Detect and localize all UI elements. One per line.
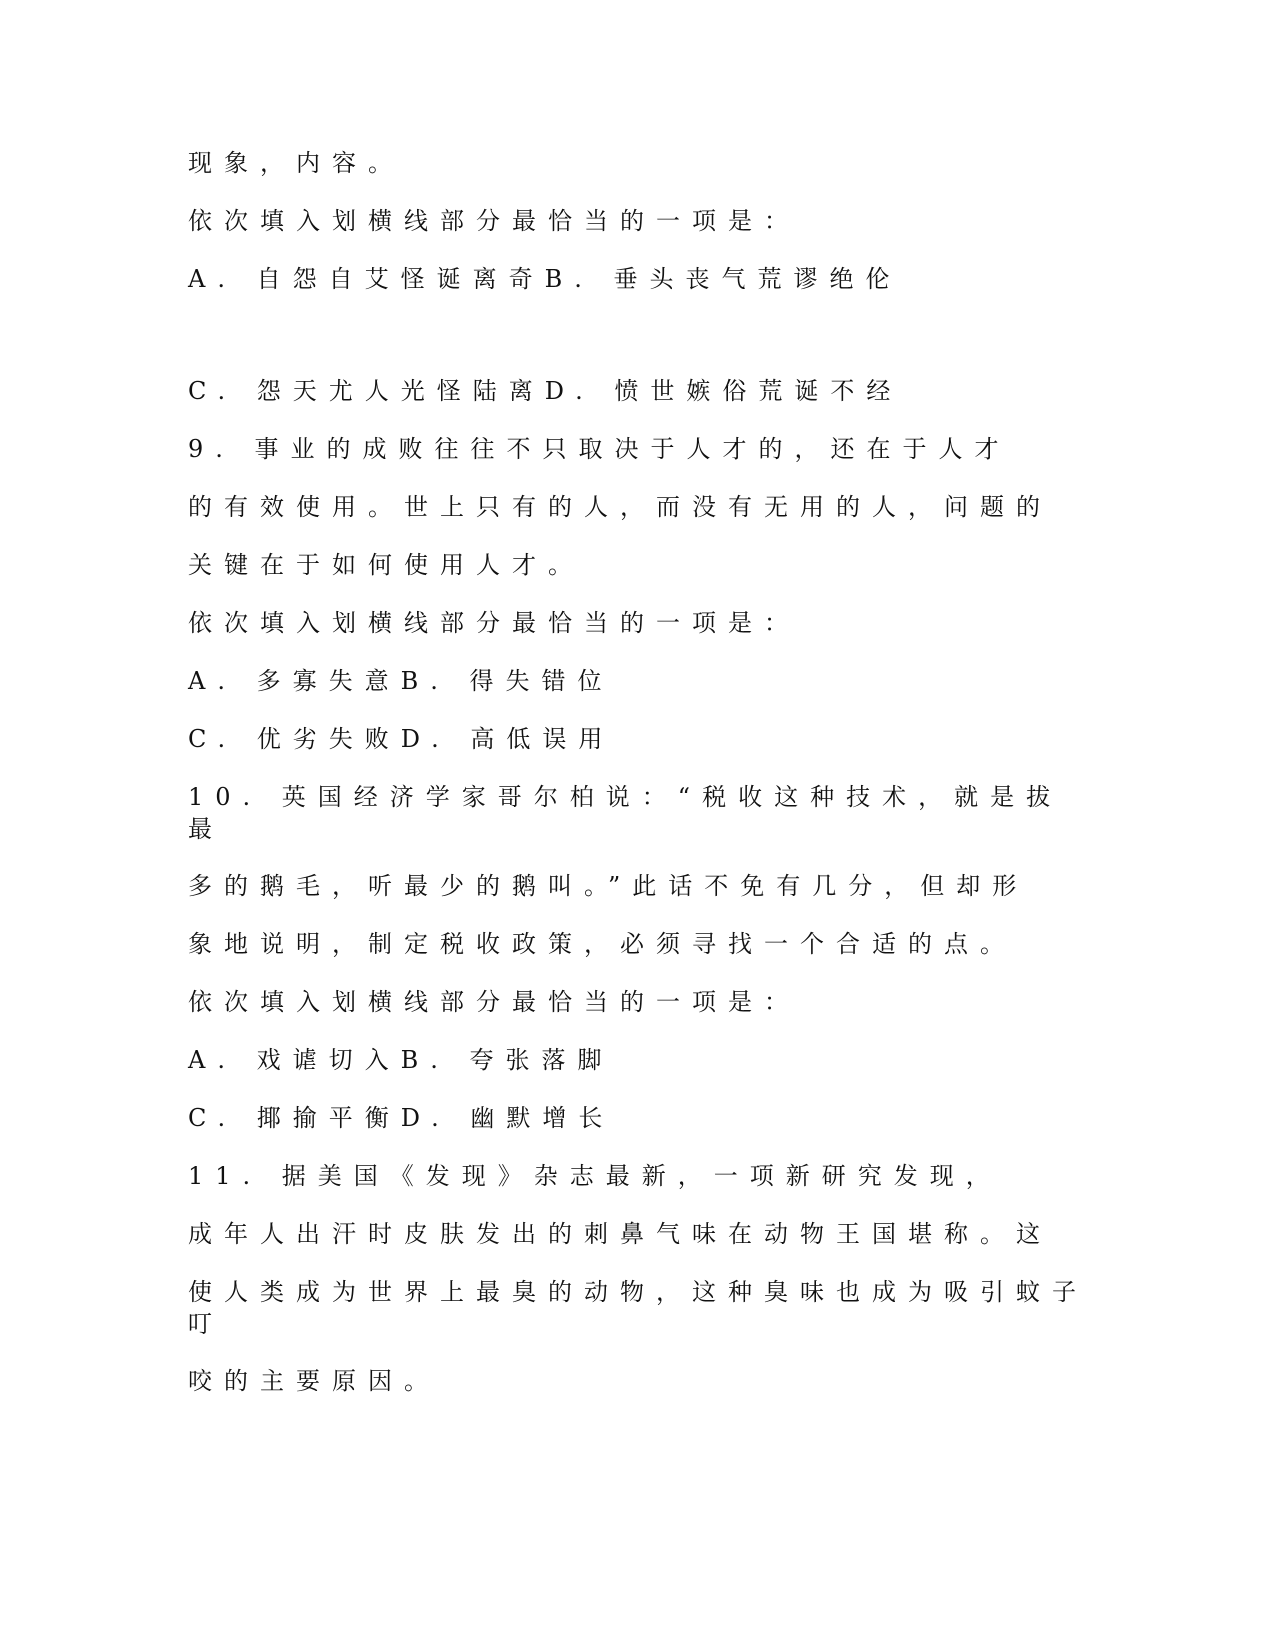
text-line: 使人类成为世界上最臭的动物，这种臭味也成为吸引蚊子叮 <box>188 1278 1088 1338</box>
text-line: 象地说明，制定税收政策，必须寻找一个合适的点。 <box>188 930 1016 958</box>
answer-options: A. 戏谑切入B. 夸张落脚 <box>188 1046 614 1074</box>
text-line: 多的鹅毛，听最少的鹅叫。”此话不免有几分，但却形 <box>188 872 1029 900</box>
text-line: 咬的主要原因。 <box>188 1367 440 1395</box>
question-prompt: 依次填入划横线部分最恰当的一项是： <box>188 609 800 637</box>
question-text: 11. 据美国《发现》杂志最新，一项新研究发现， <box>188 1162 1002 1190</box>
answer-options: A. 自怨自艾怪诞离奇B. 垂头丧气荒谬绝伦 <box>188 265 902 293</box>
answer-options: C. 揶揄平衡D. 幽默增长 <box>188 1104 615 1132</box>
text-line: 现象，内容。 <box>188 149 404 177</box>
answer-options: C. 优劣失败D. 高低误用 <box>188 725 615 753</box>
answer-options: C. 怨天尤人光怪陆离D. 愤世嫉俗荒诞不经 <box>188 377 903 405</box>
text-line: 的有效使用。世上只有的人，而没有无用的人，问题的 <box>188 493 1052 521</box>
text-line: 关键在于如何使用人才。 <box>188 551 584 579</box>
question-prompt: 依次填入划横线部分最恰当的一项是： <box>188 988 800 1016</box>
answer-options: A. 多寡失意B. 得失错位 <box>188 667 614 695</box>
text-line: 成年人出汗时皮肤发出的刺鼻气味在动物王国堪称。这 <box>188 1220 1052 1248</box>
question-text: 9. 事业的成败往往不只取决于人才的，还在于人才 <box>188 435 1011 463</box>
question-text: 10. 英国经济学家哥尔柏说：“税收这种技术，就是拔最 <box>188 783 1063 843</box>
question-prompt: 依次填入划横线部分最恰当的一项是： <box>188 207 800 235</box>
